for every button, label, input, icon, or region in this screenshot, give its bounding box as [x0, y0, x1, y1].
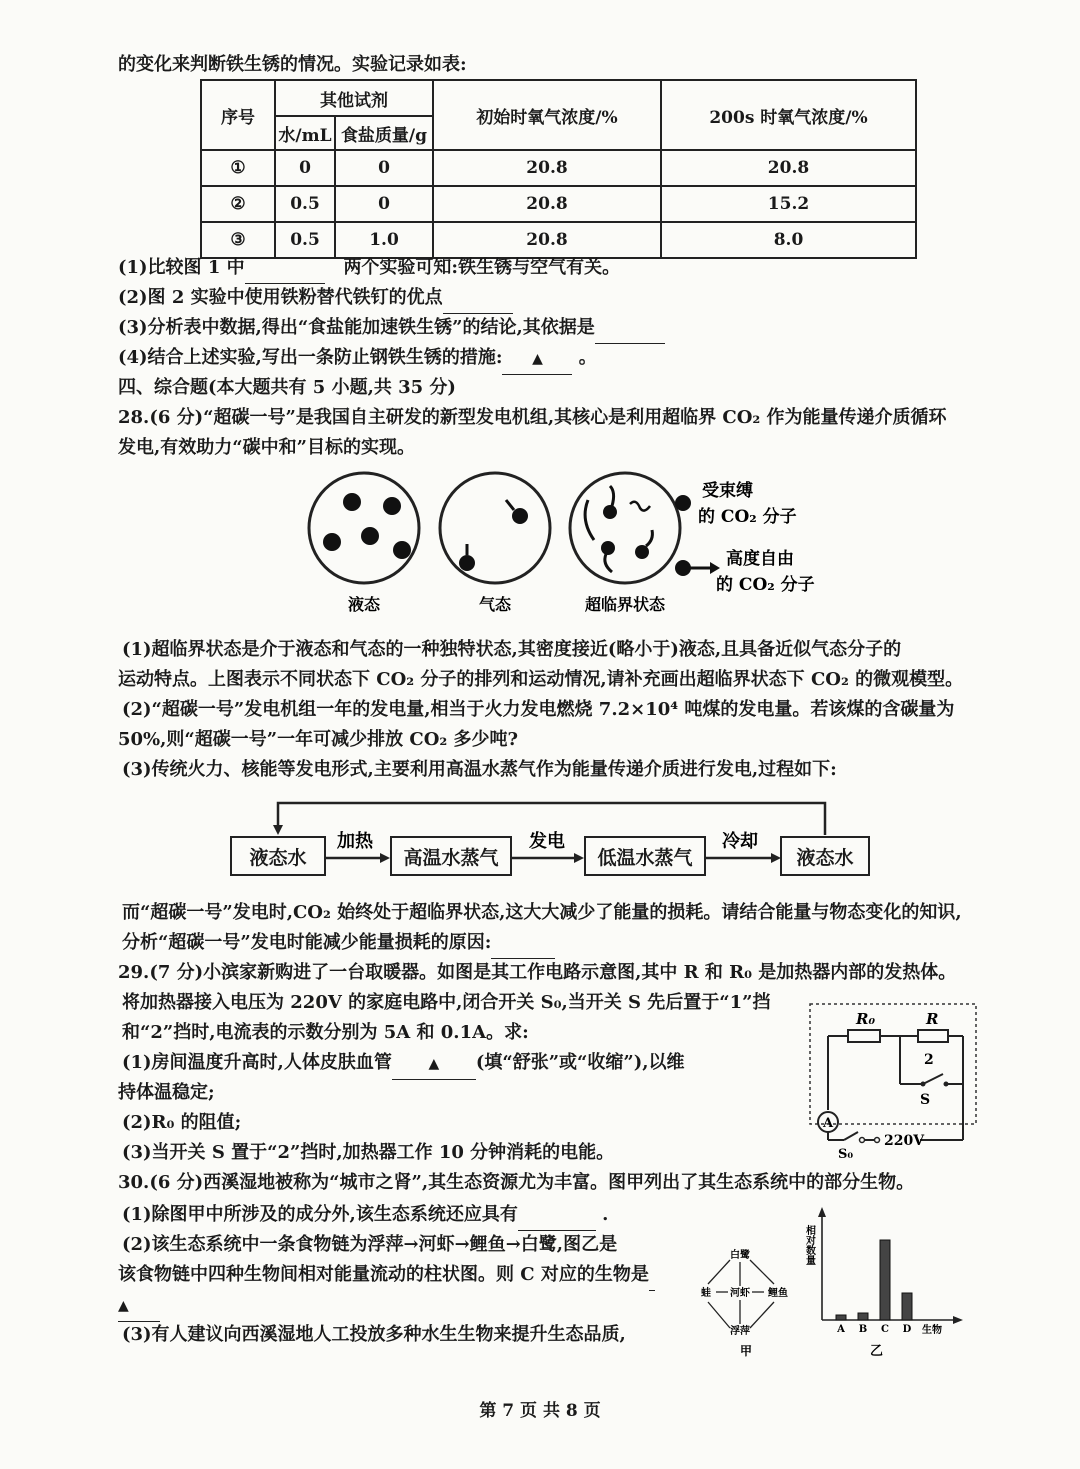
arrow-icon: [710, 562, 720, 574]
label-position-2: 2: [924, 1052, 934, 1068]
gas-circle: [440, 473, 550, 583]
legend-bound-icon: [675, 495, 691, 511]
legend-bound-1: 受束缚: [702, 481, 753, 501]
col-salt: 食盐质量/g: [335, 116, 433, 150]
flow-arrow-power: 发电: [529, 831, 565, 852]
legend-free-icon: [675, 560, 691, 576]
molecule-figure: [290, 470, 830, 620]
triangle-icon: ▲: [428, 1056, 440, 1072]
bound-molecule: [323, 533, 341, 551]
q28-part1-line1: (1)超临界状态是介于液态和气态的一种独特状态,其密度接近(略小于)液态,且具备近似气态分子的: [122, 639, 902, 660]
web-carp: 鲤鱼: [768, 1288, 788, 1299]
answer-blank: [392, 1048, 476, 1080]
flow-box-hot-steam: 高温水蒸气: [390, 836, 512, 876]
q30-part2-line1: (2)该生态系统中一条食物链为浮萍→河虾→鲤鱼→白鹭,图乙是: [122, 1234, 618, 1255]
col-index: 序号: [201, 80, 275, 150]
q28-part3-line1: (3)传统火力、核能等发电形式,主要利用高温水蒸气作为能量传递介质进行发电,过程如下:: [122, 759, 837, 780]
q27-part3: (3)分析表中数据,得出“食盐能加速铁生锈”的结论,其依据是: [118, 313, 665, 344]
arrow-icon: [380, 853, 390, 863]
circuit-diagram: [808, 1002, 978, 1162]
col-reagent: 其他试剂: [275, 80, 433, 116]
web-shrimp: 河虾: [730, 1288, 750, 1299]
page-footer: 第 7 页 共 8 页: [479, 1401, 601, 1421]
q30-stem-line1: 30.(6 分)西溪湿地被称为“城市之肾”,其生态资源尤为丰富。图甲列出了其生态系统中的部分生物。: [118, 1172, 915, 1193]
q28-stem-line1: 28.(6 分)“超碳一号”是我国自主研发的新型发电机组,其核心是利用超临界 CO₂ 作为能量传递介质循环: [118, 407, 947, 428]
answer-blank: [443, 283, 513, 314]
q29-part2: (2)R₀ 的阻值;: [122, 1112, 242, 1133]
label-r: R: [926, 1010, 939, 1028]
bound-molecule: [343, 493, 361, 511]
triangle-icon: ▲: [532, 351, 543, 367]
caption-yi: 乙: [870, 1344, 884, 1359]
bar-A: [836, 1315, 846, 1320]
liquid-circle: [309, 473, 419, 583]
flow-arrow-cool: 冷却: [722, 831, 758, 852]
bound-molecule: [383, 497, 401, 515]
q29-stem-line2: 将加热器接入电压为 220V 的家庭电路中,闭合开关 S₀,当开关 S 先后置于“1”挡: [122, 992, 771, 1013]
switch-s: [923, 1074, 943, 1084]
y-axis-arrow-icon: [818, 1207, 826, 1217]
bound-molecule: [361, 527, 379, 545]
tick-label-A: A: [837, 1324, 845, 1335]
q28-part2-line2: 50%,则“超碳一号”一年可减少排放 CO₂ 多少吨?: [118, 729, 519, 750]
col-initial-o2: 初始时氧气浓度/%: [433, 80, 661, 150]
experiment-table: [200, 79, 917, 259]
q28-part3-line2: 而“超碳一号”发电时,CO₂ 始终处于超临界状态,这大大减少了能量的损耗。请结合能量与物态变化的知识,: [122, 902, 962, 923]
label-s: S: [920, 1092, 931, 1108]
table-row: ② 0.5 0 20.8 15.2: [201, 186, 916, 222]
web-frog: 蛙: [701, 1288, 711, 1299]
bar-D: [902, 1293, 912, 1320]
q27-part4: (4)结合上述实验,写出一条防止钢铁生锈的措施: ▲ 。: [118, 343, 597, 375]
switch-s0: [844, 1132, 858, 1140]
q28-part2-line1: (2)“超碳一号”发电机组一年的发电量,相当于火力发电燃烧 7.2×10⁴ 吨煤的发电量。若该煤的含碳量为: [122, 699, 955, 720]
flow-box-liquid-water: 液态水: [230, 836, 326, 876]
label-gas: 气态: [478, 595, 512, 614]
section-heading: 四、综合题(本大题共有 5 小题,共 35 分): [118, 377, 456, 398]
q28-part3-line3: 分析“超碳一号”发电时能减少能量损耗的原因:: [122, 928, 555, 959]
q29-stem-line3: 和“2”挡时,电流表的示数分别为 5A 和 0.1A。求:: [122, 1022, 529, 1043]
q30-part1: (1)除图甲中所涉及的成分外,该生态系统还应具有 .: [122, 1200, 608, 1231]
col-water: 水/mL: [275, 116, 335, 150]
bar-B: [858, 1313, 868, 1320]
tick-label-C: C: [881, 1324, 889, 1335]
answer-blank: [491, 928, 555, 959]
col-200s-o2: 200s 时氧气浓度/%: [661, 80, 916, 150]
bound-molecule: [393, 541, 411, 559]
drawn-molecule: [601, 541, 615, 555]
tick-label-D: D: [902, 1324, 912, 1335]
q29-part1-cont: 持体温稳定;: [118, 1082, 215, 1103]
bar-C: [880, 1240, 890, 1320]
answer-blank: [518, 1200, 596, 1231]
flow-box-liquid-water-end: 液态水: [780, 836, 870, 876]
y-axis-label: 相对数量: [803, 1225, 815, 1265]
legend-bound-2: 的 CO₂ 分子: [698, 507, 797, 527]
q29-stem-line1: 29.(7 分)小滨家新购进了一台取暖器。如图是其工作电路示意图,其中 R 和 R₀ 是加热器内部的发热体。: [118, 962, 957, 983]
flow-box-cool-steam: 低温水蒸气: [584, 836, 706, 876]
x-axis-label: 生物: [922, 1325, 942, 1336]
web-egret: 白鹭: [730, 1250, 750, 1261]
x-axis-arrow-icon: [953, 1316, 963, 1324]
intro-line: 的变化来判断铁生锈的情况。实验记录如表:: [118, 54, 467, 75]
q28-stem-line2: 发电,有效助力“碳中和”目标的实现。: [118, 437, 415, 458]
answer-blank: [245, 253, 325, 284]
label-liquid: 液态: [347, 595, 381, 614]
tick-label-B: B: [858, 1324, 868, 1335]
answer-blank: [502, 343, 572, 375]
table-row: ③ 0.5 1.0 20.8 8.0: [201, 222, 916, 258]
triangle-icon: ▲: [118, 1298, 129, 1314]
table-row: ① 0 0 20.8 20.8: [201, 150, 916, 186]
legend-free-1: 高度自由: [726, 549, 794, 569]
q28-part1-line2: 运动特点。上图表示不同状态下 CO₂ 分子的排列和运动情况,请补充画出超临界状态下 CO₂ 的微观模型。: [118, 669, 964, 690]
label-supercritical: 超临界状态: [584, 595, 666, 614]
q29-part3: (3)当开关 S 置于“2”挡时,加热器工作 10 分钟消耗的电能。: [122, 1142, 615, 1163]
free-molecule: [512, 508, 528, 524]
legend-free-2: 的 CO₂ 分子: [716, 575, 815, 595]
food-web-diagram: [690, 1240, 800, 1360]
energy-bar-chart: [800, 1205, 965, 1360]
q30-part2-line2: 该食物链中四种生物间相对能量流动的柱状图。则 C 对应的生物是: [118, 1260, 655, 1291]
answer-blank: [595, 313, 665, 344]
q29-part1: (1)房间温度升高时,人体皮肤血管 ▲ (填“舒张”或“收缩”),以维: [122, 1048, 685, 1080]
label-s0: S₀: [838, 1147, 854, 1162]
resistor-r: [918, 1030, 948, 1042]
label-r0: R₀: [856, 1010, 876, 1028]
answer-blank: [118, 1290, 160, 1322]
caption-jia: 甲: [739, 1344, 753, 1358]
resistor-r0: [848, 1030, 880, 1042]
web-duckweed: 浮萍: [730, 1326, 750, 1337]
free-molecule: [459, 555, 475, 571]
flow-arrow-heat: 加热: [337, 831, 373, 852]
label-ammeter: A: [822, 1116, 834, 1131]
arrow-icon: [574, 853, 584, 863]
q27-part2: (2)图 2 实验中使用铁粉替代铁钉的优点: [118, 283, 513, 314]
q30-part3: (3)有人建议向西溪湿地人工投放多种水生生物来提升生态品质,: [122, 1324, 626, 1345]
drawn-molecule: [603, 505, 617, 519]
label-voltage: 220V: [884, 1133, 925, 1149]
q30-part2-answer: [118, 1290, 160, 1322]
q27-part1: (1)比较图 1 中 两个实验可知:铁生锈与空气有关。: [118, 253, 620, 284]
